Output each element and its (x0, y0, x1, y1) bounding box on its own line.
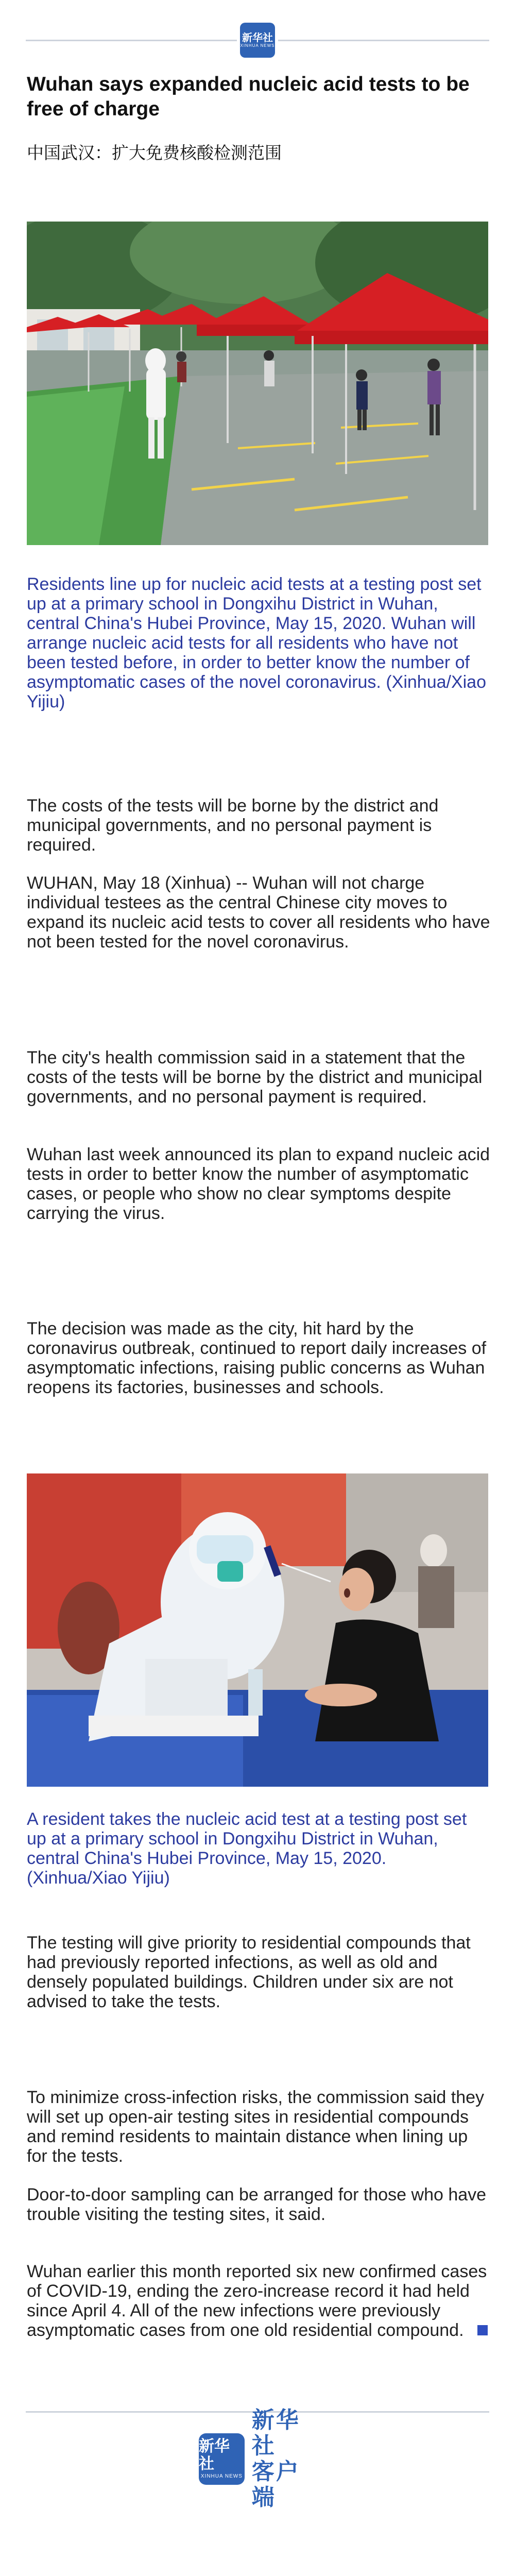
badge-subtext: XINHUA NEWS (200, 2473, 243, 2479)
paragraph: The decision was made as the city, hit hard by the coronavirus outbreak, continued to report daily increases of asymptomatic infections, raising public concerns as Wuhan reopens its factories, businesses and schools. (27, 1319, 487, 1397)
photo-resident-test-image (27, 1473, 488, 1787)
logo-text: 新华社 (242, 31, 273, 44)
paragraph-text: Wuhan earlier this month reported six new confirmed cases of COVID-19, ending the zero-increase record it had held since April 4. All of the new infections were previously asymptomatic cases from one old residential compound. (27, 2262, 487, 2340)
xinhua-logo-icon[interactable] (240, 23, 275, 58)
paragraph: Wuhan last week announced its plan to expand nucleic acid tests in order to better know the number of asymptomatic cases, or people who show no clear symptoms despite carrying the virus. (27, 1145, 490, 1223)
xinhua-app-logo[interactable] (199, 2407, 316, 2511)
paragraph-last (27, 2262, 490, 2340)
article-headline-chinese: 中国武汉：扩大免费核酸检测范围 (27, 143, 282, 163)
logo-subtext: XINHUA NEWS (240, 43, 275, 48)
photo-testing-queue[interactable] (27, 222, 488, 545)
photo-resident-test[interactable] (27, 1473, 488, 1787)
app-name (252, 2408, 316, 2511)
end-of-article-square-icon (477, 2325, 488, 2335)
photo-caption-1: Residents line up for nucleic acid tests at a testing post set up at a primary school in Dongxihu District in Wuhan, central China's Hubei Province, May 15, 2020. Wuhan will arrange nucleic acid tests for all residents who have not been tested before, in order to better know the number of asymptomatic cases of the novel coronavirus. (Xinhua/Xiao Yijiu) (27, 574, 487, 711)
photo-testing-queue-image (27, 222, 488, 545)
paragraph: The testing will give priority to residential compounds that had previously reported infections, as well as old and densely populated buildings. Children under six are not advised to take the tests. (27, 1933, 471, 2011)
paragraph: The city's health commission said in a statement that the costs of the tests will be borne by the district and municipal governments, and no personal payment is required. (27, 1048, 483, 1107)
paragraph: WUHAN, May 18 (Xinhua) -- Wuhan will not charge individual testees as the central Chinese city moves to expand its nucleic acid tests to cover all residents who have not been tested for the novel coronavirus. (27, 873, 490, 952)
paragraph: Door-to-door sampling can be arranged for those who have trouble visiting the testing sites, it said. (27, 2185, 487, 2224)
paragraph: The costs of the tests will be borne by the district and municipal governments, and no personal payment is required. (27, 796, 439, 855)
paragraph: To minimize cross-infection risks, the commission said they will set up open-air testing sites in residential compounds and remind residents to maintain distance when lining up for the tests. (27, 2088, 485, 2166)
badge-text: 新华社 (199, 2437, 230, 2473)
app-name-line-2: 客户端 (251, 2459, 300, 2511)
xinhua-badge-icon (199, 2433, 245, 2485)
header-bar (0, 0, 515, 62)
article-headline: Wuhan says expanded nucleic acid tests to be free of charge (27, 73, 470, 120)
photo-caption-2: A resident takes the nucleic acid test at a testing post set up at a primary school in Dongxihu District in Wuhan, central China's Hubei Province, May 15, 2020. (Xinhua/Xiao Yijiu) (27, 1809, 467, 1888)
app-name-line-1: 新华社 (251, 2407, 300, 2459)
